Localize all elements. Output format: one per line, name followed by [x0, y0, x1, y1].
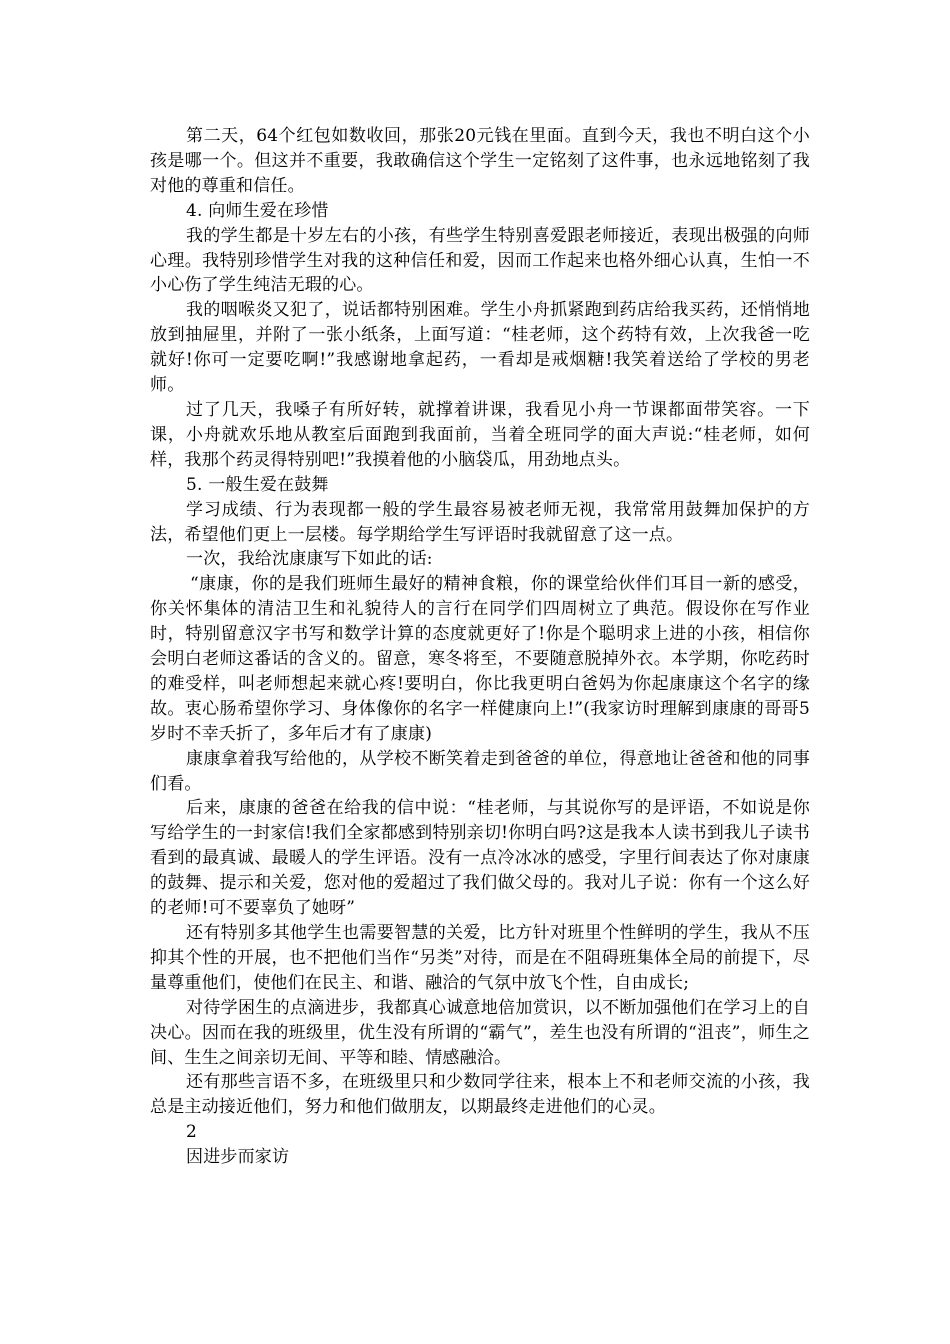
section-title: 因进步而家访	[186, 1147, 290, 1168]
paragraph: 我的咽喉炎又犯了，说话都特别困难。学生小舟抓紧跑到药店给我买药，还悄悄地放到抽屉里，并附了一张小纸条，上面写道：“桂老师，这个药特有效，上次我爸一吃就好!你可一定要吃啊!”我感谢地拿起药，一看却是戒烟糖!我笑着送给了学校的男老师。	[150, 300, 810, 396]
paragraph: 对待学困生的点滴进步，我都真心诚意地倍加赏识，以不断加强他们在学习上的自决心。因而在我的班级里，优生没有所谓的“霸气”，差生也没有所谓的“沮丧”，师生之间、生生之间亲切无间、平等和睦、情感融洽。	[150, 997, 810, 1068]
paragraph: 第二天，64个红包如数收回，那张20元钱在里面。直到今天，我也不明白这个小孩是哪一个。但这并不重要，我敢确信这个学生一定铭刻了这件事，也永远地铭刻了我对他的尊重和信任。	[150, 126, 810, 196]
paragraph: 一次，我给沈康康写下如此的话:	[186, 549, 433, 570]
section-number: 2	[186, 1122, 198, 1143]
paragraph: 我的学生都是十岁左右的小孩，有些学生特别喜爱跟老师接近，表现出极强的向师心理。我特别珍惜学生对我的这种信任和爱，因而工作起来也格外细心认真，生怕一不小心伤了学生纯洁无瑕的心。	[150, 225, 810, 296]
paragraph: 康康拿着我写给他的，从学校不断笑着走到爸爸的单位，得意地让爸爸和他的同事们看。	[150, 748, 810, 794]
paragraph: 还有那些言语不多，在班级里只和少数同学往来，根本上不和老师交流的小孩，我总是主动接近他们，努力和他们做朋友，以期最终走进他们的心灵。	[150, 1072, 810, 1118]
paragraph: 后来，康康的爸爸在给我的信中说：“桂老师，与其说你写的是评语，不如说是你写给学生的一封家信!我们全家都感到特别亲切!你明白吗?这是我本人读书到我儿子读书看到的最真诚、最暖人的学生评语。没有一点冷冰冰的感受，字里行间表达了你对康康的鼓舞、提示和关爱，您对他的爱超过了我们做父母的。我对儿子说：你有一个这么好的老师!可不要辜负了她呀”	[150, 798, 810, 919]
paragraph: 学习成绩、行为表现都一般的学生最容易被老师无视，我常常用鼓舞加保护的方法，希望他们更上一层楼。每学期给学生写评语时我就留意了这一点。	[150, 499, 810, 545]
document-page	[150, 124, 810, 1170]
paragraph: 过了几天，我嗓子有所好转，就撑着讲课，我看见小舟一节课都面带笑容。一下课，小舟就欢乐地从教室后面跑到我面前，当着全班同学的面大声说:“桂老师，如何样，我那个药灵得特别吧!”我摸着他的小脑袋瓜，用劲地点头。	[150, 399, 810, 470]
section-heading: 5. 一般生爱在鼓舞	[186, 474, 329, 495]
section-heading: 4. 向师生爱在珍惜	[186, 200, 329, 221]
quoted-comment: “康康，你的是我们班师生最好的精神食粮，你的课堂给伙伴们耳目一新的感受，你关怀集体的清洁卫生和礼貌待人的言行在同学们四周树立了典范。假设你在写作业时，特别留意汉字书写和数学计算的态度就更好了!你是个聪明求上进的小孩，相信你会明白老师这番话的含义的。留意，寒冬将至，不要随意脱掉外衣。本学期，你吃药时的难受样，叫老师想起来就心疼!要明白，你比我更明白爸妈为你起康康这个名字的缘故。衷心肠希望你学习、身体像你的名字一样健康向上!”(我家访时理解到康康的哥哥5岁时不幸夭折了，多年后才有了康康)	[150, 574, 810, 744]
paragraph: 还有特别多其他学生也需要智慧的关爱，比方针对班里个性鲜明的学生，我从不压抑其个性的开展，也不把他们当作“另类”对待，而是在不阻碍班集体全局的前提下，尽量尊重他们，使他们在民主、和谐、融洽的气氛中放飞个性，自由成长;	[150, 923, 810, 993]
